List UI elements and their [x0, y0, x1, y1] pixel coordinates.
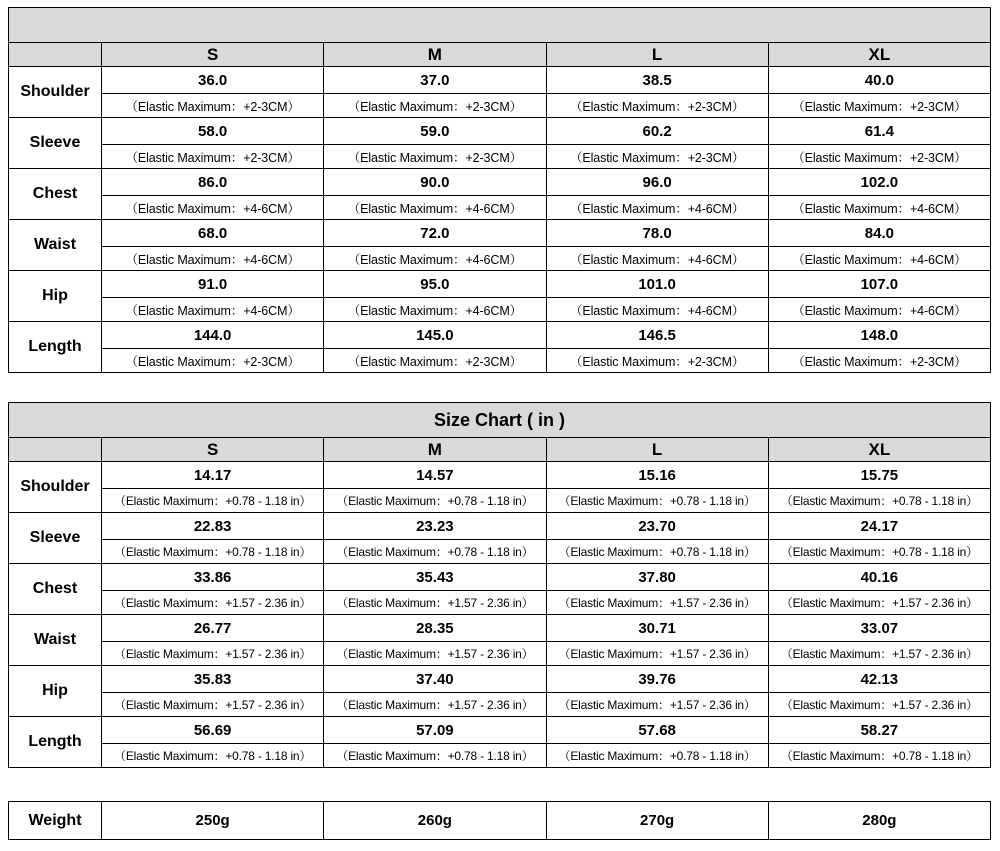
table-row: [9, 271, 991, 298]
row-label: Chest: [9, 564, 102, 615]
table-row: [9, 564, 991, 591]
size-chart-in-table: [8, 402, 991, 768]
size-header: S: [102, 43, 324, 67]
table-title-row: [9, 403, 991, 438]
elastic-note: （Elastic Maximum：+0.78 - 1.18 in）: [768, 744, 990, 768]
elastic-note: （Elastic Maximum：+0.78 - 1.18 in）: [102, 540, 324, 564]
measurement-value: 78.0: [546, 220, 768, 247]
table-row-note: [9, 540, 991, 564]
measurement-value: 24.17: [768, 513, 990, 540]
measurement-value: 61.4: [768, 118, 990, 145]
elastic-note: （Elastic Maximum：+2-3CM）: [324, 145, 546, 169]
elastic-note: （Elastic Maximum：+4-6CM）: [102, 247, 324, 271]
row-label: Chest: [9, 169, 102, 220]
measurement-value: 37.80: [546, 564, 768, 591]
table-row: [9, 513, 991, 540]
elastic-note: （Elastic Maximum：+1.57 - 2.36 in）: [102, 642, 324, 666]
measurement-value: 58.27: [768, 717, 990, 744]
measurement-value: 57.09: [324, 717, 546, 744]
row-label: Waist: [9, 615, 102, 666]
table-row: [9, 717, 991, 744]
measurement-value: 146.5: [546, 322, 768, 349]
measurement-value: 37.0: [324, 67, 546, 94]
elastic-note: （Elastic Maximum：+0.78 - 1.18 in）: [768, 489, 990, 513]
measurement-value: 101.0: [546, 271, 768, 298]
measurement-value: 33.86: [102, 564, 324, 591]
measurement-value: 23.23: [324, 513, 546, 540]
measurement-value: 86.0: [102, 169, 324, 196]
measurement-value: 22.83: [102, 513, 324, 540]
measurement-value: 39.76: [546, 666, 768, 693]
measurement-value: 35.83: [102, 666, 324, 693]
measurement-value: 40.16: [768, 564, 990, 591]
elastic-note: （Elastic Maximum：+0.78 - 1.18 in）: [546, 744, 768, 768]
size-header-row: [9, 43, 991, 67]
measurement-value: 84.0: [768, 220, 990, 247]
measurement-value: 91.0: [102, 271, 324, 298]
row-label: Length: [9, 322, 102, 373]
elastic-note: （Elastic Maximum：+0.78 - 1.18 in）: [102, 489, 324, 513]
elastic-note: （Elastic Maximum：+0.78 - 1.18 in）: [324, 744, 546, 768]
measurement-value: 60.2: [546, 118, 768, 145]
elastic-note: （Elastic Maximum：+1.57 - 2.36 in）: [768, 642, 990, 666]
size-header-row: [9, 438, 991, 462]
elastic-note: （Elastic Maximum：+1.57 - 2.36 in）: [324, 642, 546, 666]
table-row-note: [9, 94, 991, 118]
measurement-value: 148.0: [768, 322, 990, 349]
elastic-note: （Elastic Maximum：+4-6CM）: [324, 298, 546, 322]
measurement-value: 33.07: [768, 615, 990, 642]
table-row: [9, 462, 991, 489]
elastic-note: （Elastic Maximum：+4-6CM）: [102, 196, 324, 220]
elastic-note: （Elastic Maximum：+4-6CM）: [768, 298, 990, 322]
measurement-value: 14.57: [324, 462, 546, 489]
table-title: Size Chart ( in ): [9, 403, 991, 438]
measurement-value: 90.0: [324, 169, 546, 196]
table-row-note: [9, 591, 991, 615]
table-row: [9, 118, 991, 145]
elastic-note: （Elastic Maximum：+2-3CM）: [324, 349, 546, 373]
elastic-note: （Elastic Maximum：+2-3CM）: [768, 349, 990, 373]
elastic-note: （Elastic Maximum：+2-3CM）: [768, 145, 990, 169]
weight-value-s: 250g: [102, 802, 324, 840]
elastic-note: （Elastic Maximum：+4-6CM）: [324, 196, 546, 220]
measurement-value: 40.0: [768, 67, 990, 94]
table-row-note: [9, 247, 991, 271]
measurement-value: 15.75: [768, 462, 990, 489]
size-header: S: [102, 438, 324, 462]
measurement-value: 38.5: [546, 67, 768, 94]
measurement-value: 42.13: [768, 666, 990, 693]
row-label: Length: [9, 717, 102, 768]
size-header: L: [546, 438, 768, 462]
elastic-note: （Elastic Maximum：+1.57 - 2.36 in）: [768, 591, 990, 615]
table-row-note: [9, 145, 991, 169]
weight-value-l: 270g: [546, 802, 768, 840]
elastic-note: （Elastic Maximum：+2-3CM）: [102, 94, 324, 118]
elastic-note: （Elastic Maximum：+4-6CM）: [768, 196, 990, 220]
elastic-note: （Elastic Maximum：+2-3CM）: [102, 145, 324, 169]
elastic-note: （Elastic Maximum：+2-3CM）: [546, 94, 768, 118]
weight-row: [9, 802, 991, 840]
row-label: Sleeve: [9, 118, 102, 169]
size-header: M: [324, 43, 546, 67]
elastic-note: （Elastic Maximum：+2-3CM）: [102, 349, 324, 373]
elastic-note: （Elastic Maximum：+4-6CM）: [546, 298, 768, 322]
weight-table: [8, 801, 991, 840]
table-row: [9, 169, 991, 196]
measurement-value: 30.71: [546, 615, 768, 642]
size-chart-cm-table: [8, 7, 991, 373]
table-row-note: [9, 298, 991, 322]
table-row: [9, 322, 991, 349]
elastic-note: （Elastic Maximum：+2-3CM）: [546, 145, 768, 169]
row-label: Hip: [9, 271, 102, 322]
table-row: [9, 666, 991, 693]
elastic-note: （Elastic Maximum：+0.78 - 1.18 in）: [324, 489, 546, 513]
measurement-value: 57.68: [546, 717, 768, 744]
measurement-value: 58.0: [102, 118, 324, 145]
row-label: Waist: [9, 220, 102, 271]
elastic-note: （Elastic Maximum：+1.57 - 2.36 in）: [102, 693, 324, 717]
elastic-note: （Elastic Maximum：+4-6CM）: [546, 196, 768, 220]
row-label: Shoulder: [9, 67, 102, 118]
measurement-value: 37.40: [324, 666, 546, 693]
elastic-note: （Elastic Maximum：+0.78 - 1.18 in）: [102, 744, 324, 768]
measurement-value: 23.70: [546, 513, 768, 540]
table-row: [9, 220, 991, 247]
elastic-note: （Elastic Maximum：+1.57 - 2.36 in）: [546, 642, 768, 666]
size-header: L: [546, 43, 768, 67]
size-header: XL: [768, 438, 990, 462]
table-row-note: [9, 642, 991, 666]
measurement-value: 145.0: [324, 322, 546, 349]
elastic-note: （Elastic Maximum：+0.78 - 1.18 in）: [324, 540, 546, 564]
row-label: Sleeve: [9, 513, 102, 564]
measurement-value: 107.0: [768, 271, 990, 298]
weight-value-xl: 280g: [768, 802, 990, 840]
measurement-value: 56.69: [102, 717, 324, 744]
row-label: Hip: [9, 666, 102, 717]
elastic-note: （Elastic Maximum：+4-6CM）: [102, 298, 324, 322]
table-row-note: [9, 349, 991, 373]
measurement-value: 72.0: [324, 220, 546, 247]
elastic-note: （Elastic Maximum：+0.78 - 1.18 in）: [546, 489, 768, 513]
table-row: [9, 67, 991, 94]
elastic-note: （Elastic Maximum：+2-3CM）: [324, 94, 546, 118]
table-row: [9, 615, 991, 642]
elastic-note: （Elastic Maximum：+2-3CM）: [546, 349, 768, 373]
measurement-value: 36.0: [102, 67, 324, 94]
elastic-note: （Elastic Maximum：+1.57 - 2.36 in）: [102, 591, 324, 615]
measurement-value: 14.17: [102, 462, 324, 489]
elastic-note: （Elastic Maximum：+1.57 - 2.36 in）: [546, 591, 768, 615]
elastic-note: （Elastic Maximum：+1.57 - 2.36 in）: [324, 693, 546, 717]
table-title-row: [9, 8, 991, 43]
weight-label: Weight: [9, 802, 102, 840]
table-row-note: [9, 744, 991, 768]
measurement-value: 144.0: [102, 322, 324, 349]
header-corner-cell: [9, 43, 102, 67]
measurement-value: 15.16: [546, 462, 768, 489]
measurement-value: 35.43: [324, 564, 546, 591]
elastic-note: （Elastic Maximum：+0.78 - 1.18 in）: [546, 540, 768, 564]
header-corner-cell: [9, 438, 102, 462]
elastic-note: （Elastic Maximum：+0.78 - 1.18 in）: [768, 540, 990, 564]
elastic-note: （Elastic Maximum：+4-6CM）: [546, 247, 768, 271]
measurement-value: 102.0: [768, 169, 990, 196]
elastic-note: （Elastic Maximum：+2-3CM）: [768, 94, 990, 118]
table-row-note: [9, 489, 991, 513]
elastic-note: （Elastic Maximum：+1.57 - 2.36 in）: [546, 693, 768, 717]
table-row-note: [9, 693, 991, 717]
elastic-note: （Elastic Maximum：+4-6CM）: [768, 247, 990, 271]
measurement-value: 95.0: [324, 271, 546, 298]
measurement-value: 96.0: [546, 169, 768, 196]
elastic-note: （Elastic Maximum：+1.57 - 2.36 in）: [768, 693, 990, 717]
measurement-value: 68.0: [102, 220, 324, 247]
weight-value-m: 260g: [324, 802, 546, 840]
elastic-note: （Elastic Maximum：+4-6CM）: [324, 247, 546, 271]
measurement-value: 59.0: [324, 118, 546, 145]
table-row-note: [9, 196, 991, 220]
size-header: XL: [768, 43, 990, 67]
size-header: M: [324, 438, 546, 462]
measurement-value: 28.35: [324, 615, 546, 642]
measurement-value: 26.77: [102, 615, 324, 642]
table-title: [9, 8, 991, 43]
elastic-note: （Elastic Maximum：+1.57 - 2.36 in）: [324, 591, 546, 615]
row-label: Shoulder: [9, 462, 102, 513]
